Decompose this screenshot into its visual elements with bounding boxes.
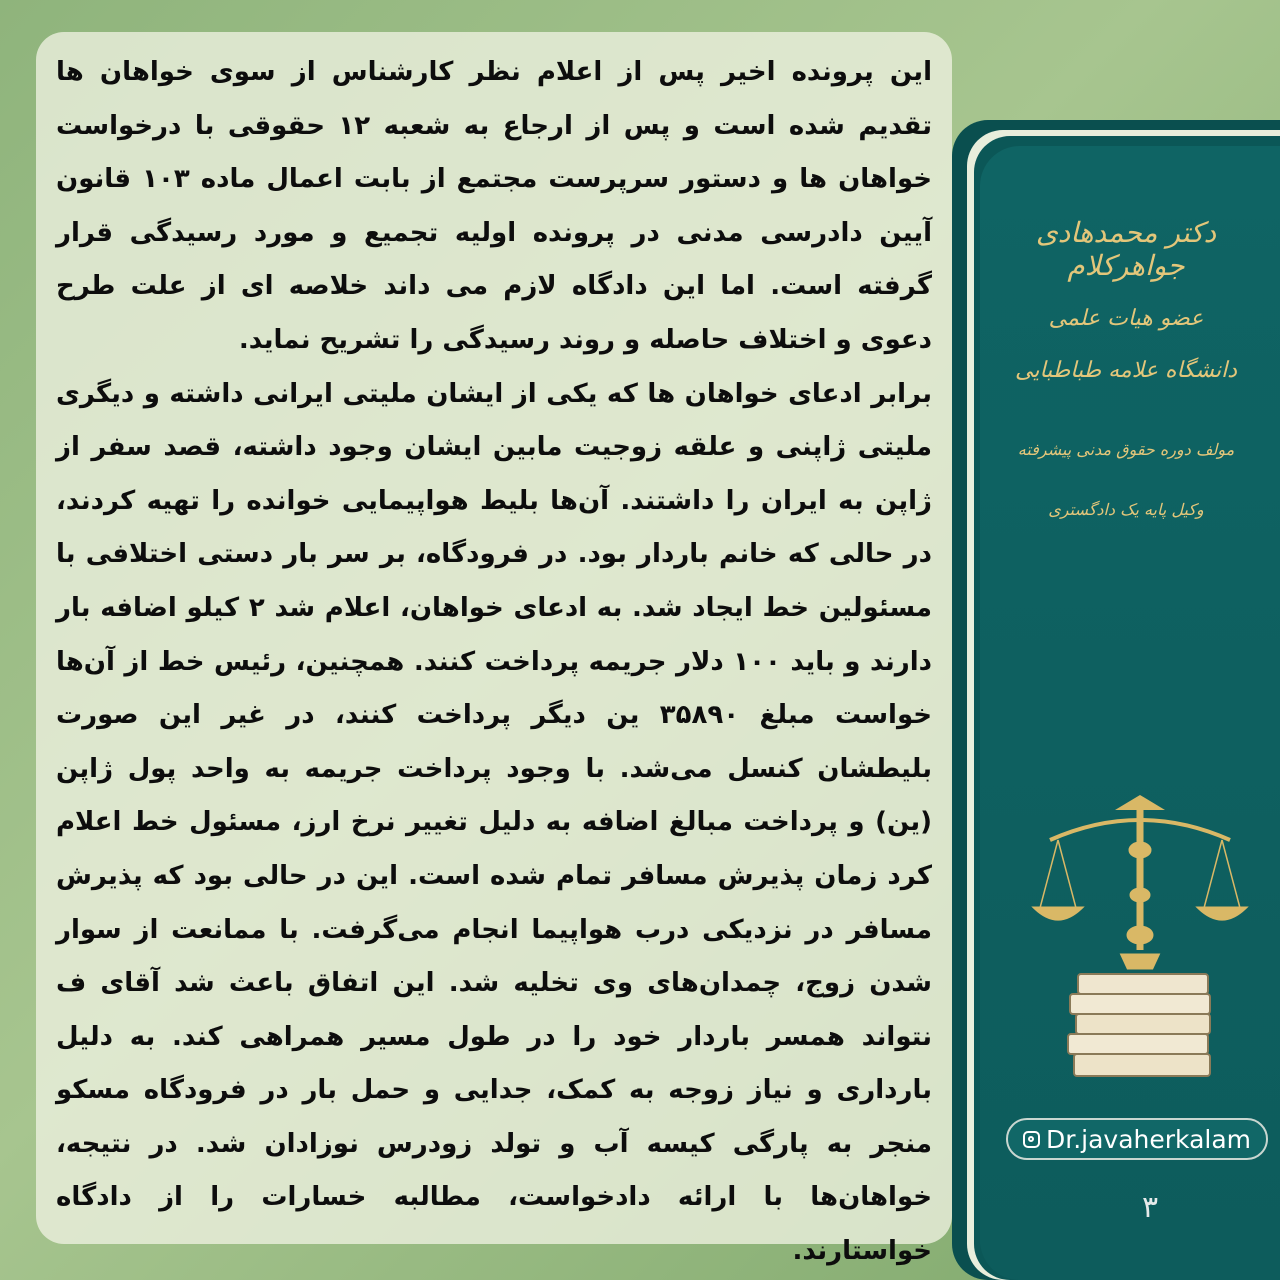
instagram-icon bbox=[1023, 1131, 1040, 1148]
article-paragraph-2: برابر ادعای خواهان ها که یکی از ایشان ملیتی ایرانی داشته و دیگری ملیتی ژاپنی و علقه زوجیت مابین ایشان وجود داشته، قصد سفر از ژاپن به ایران را داشتند. آن‌ها بلیط هواپیمایی خوانده را تهیه کردند، در حالی که خانم باردار بود. در فرودگاه، بر سر بار دستی اختلافی با مسئولین خط ایجاد شد. به ادعای خواهان، اعلام شد ۲ کیلو اضافه بار دارند و باید ۱۰۰ دلار جریمه پرداخت کنند. همچنین، رئیس خط از آن‌ها خواست مبلغ ۳۵۸۹۰ ین دیگر پرداخت کنند، در غیر این صورت بلیطشان کنسل می‌شد. با وجود پرداخت جریمه به واحد پول ژاپن (ین) و پرداخت مبالغ اضافه به دلیل تغییر نرخ ارز، مسئول خط اعلام کرد زمان پذیرش مسافر تمام شده است. این در حالی بود که پذیرش مسافر در نزدیکی درب هواپیما انجام می‌گرفت. با ممانعت از سوار شدن زوج، چمدان‌های وی تخلیه شد. این اتفاق باعث شد آقای ف نتواند همسر باردار خود را در طول مسیر همراهی کند. به دلیل بارداری و نیاز زوجه به کمک، جدایی و حمل بار در فرودگاه مسکو منجر به پارگی کیسه آب و تولد زودرس نوزادان شد. در نتیجه، خواهان‌ها با ارائه دادخواست، مطالبه خسارات را از دادگاه خواستارند. bbox=[56, 378, 933, 1267]
social-handle-badge bbox=[1006, 1118, 1268, 1160]
books-icon bbox=[1068, 974, 1210, 1076]
article-paragraph-1: این پرونده اخیر پس از اعلام نظر کارشناس از سوی خواهان ها تقدیم شده است و پس از ارجاع به شعبه ۱۲ حقوقی با درخواست خواهان ها و دستور سرپرست مجتمع از بابت اعمال ماده ۱۰۳ قانون آیین دادرسی مدنی در پرونده اولیه تجمیع و مورد رسیدگی قرار گرفته است. اما این دادگاه لازم می داند خلاصه ای از علت طرح دعوی و اختلاف حاصله و روند رسیدگی را تشریح نماید. bbox=[56, 57, 933, 355]
author-credential-1: مولف دوره حقوق مدنی پیشرفته bbox=[1017, 440, 1235, 459]
author-name: دکتر محمدهادی جواهرکلام bbox=[1035, 216, 1217, 282]
scales-of-justice-icon bbox=[1030, 790, 1260, 1090]
social-handle-text: Dr.javaherkalam bbox=[1045, 1124, 1252, 1154]
author-affiliation-2: دانشگاه علامه طباطبایی bbox=[1014, 358, 1238, 383]
scales-icon bbox=[1035, 795, 1245, 968]
author-affiliation-1: عضو هیات علمی bbox=[1048, 306, 1204, 331]
article-card bbox=[36, 32, 952, 1267]
page-number: ۳ bbox=[1141, 1190, 1159, 1225]
author-credential-2: وکیل پایه یک دادگستری bbox=[1048, 500, 1204, 519]
